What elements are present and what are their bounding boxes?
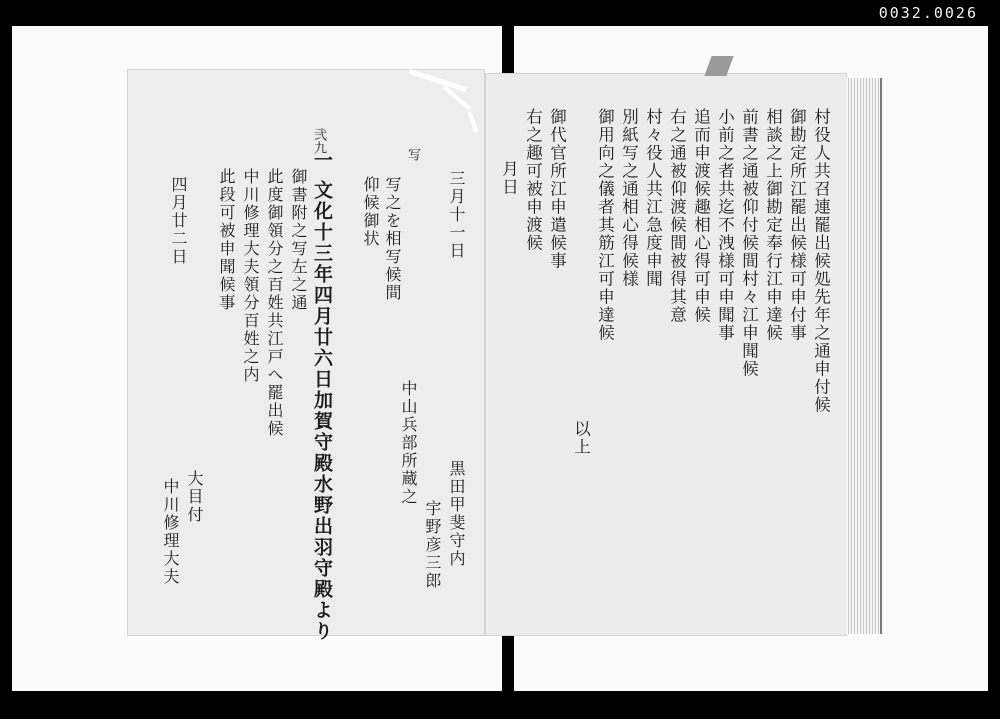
book-page-edges bbox=[846, 78, 882, 634]
signature-column: 中川修理大夫 bbox=[161, 478, 180, 586]
text-column: 小前之者共迄不洩様可申聞事 bbox=[715, 108, 735, 342]
text-column: 別紙写之通相心得候様 bbox=[619, 108, 639, 288]
text-column: 御用向之儀者其筋江可申達候 bbox=[595, 108, 615, 342]
text-column: 右之趣可被申渡候 bbox=[523, 108, 543, 252]
text-column: 御勘定所江罷出候様可申付事 bbox=[787, 108, 807, 342]
film-frame-number: 0032.0026 bbox=[878, 4, 978, 22]
text-column: 黒田甲斐守内 bbox=[447, 460, 466, 568]
text-column: 写之を相写候間 bbox=[383, 176, 402, 302]
date-heading: 三月十一日 bbox=[447, 170, 466, 260]
header-note: 写 bbox=[405, 148, 420, 161]
text-column: 此段可被申聞候事 bbox=[217, 168, 236, 312]
date-column: 四月廿二日 bbox=[169, 176, 188, 266]
text-column: 御書附之写左之通 bbox=[289, 168, 308, 312]
text-column: 月日 bbox=[499, 160, 519, 196]
text-column: 追而申渡候趣相心得可申候 bbox=[691, 108, 711, 324]
text-column: 右之通被仰渡候間被得其意 bbox=[667, 108, 687, 324]
text-column: 宇野彦三郎 bbox=[423, 500, 442, 590]
text-column: 仰候御状 bbox=[361, 176, 380, 248]
text-column: 以上 bbox=[571, 420, 591, 456]
text-column: 相談之上御勘定奉行江申達候 bbox=[763, 108, 783, 342]
text-column: 前書之通被仰付候間村々江申聞候 bbox=[739, 108, 759, 378]
page-marker: 弐九 bbox=[311, 128, 326, 154]
article-heading-column: 一 文化十三年四月廿六日加賀守殿水野出羽守殿より bbox=[311, 150, 333, 642]
text-column: 此度御領分之百姓共江戸へ罷出候 bbox=[265, 168, 284, 438]
text-column: 御代官所江申遣候事 bbox=[547, 108, 567, 270]
text-column: 村々役人共江急度申聞 bbox=[643, 108, 663, 288]
text-column: 中山兵部所蔵之 bbox=[399, 380, 418, 506]
text-column: 村役人共召連罷出候処先年之通申付候 bbox=[811, 108, 831, 414]
text-column: 中川修理大夫領分百姓之内 bbox=[241, 168, 260, 384]
signature-column: 大目付 bbox=[185, 470, 204, 524]
